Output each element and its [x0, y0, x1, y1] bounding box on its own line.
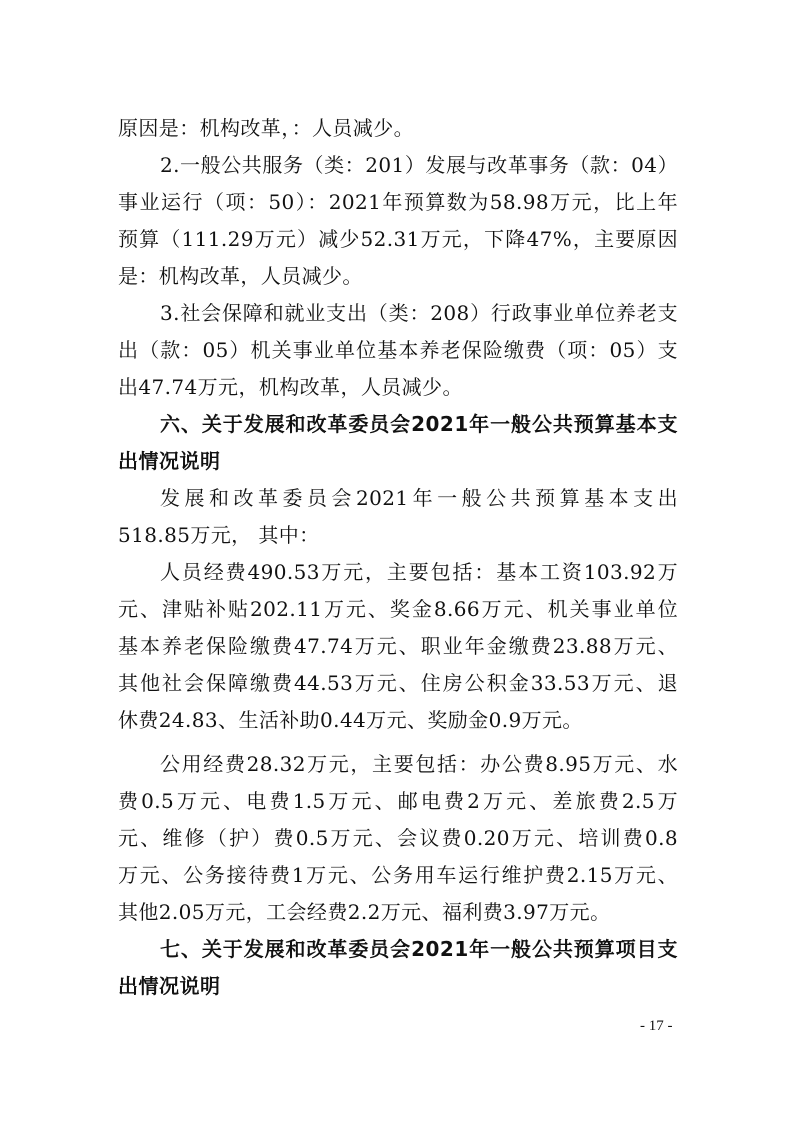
- paragraph-line: 休费24.83、生活补助0.44万元、奖励金0.9万元。: [118, 708, 583, 732]
- paragraph-line: 其他社会保障缴费44.53万元、住房公积金33.53万元、退: [118, 671, 678, 695]
- page-number: - 17 -: [640, 1018, 673, 1034]
- paragraph-line: 预算（111.29万元）减少52.31万元，下降47%，主要原因: [118, 227, 678, 251]
- paragraph-line: 2.一般公共服务（类：201）发展与改革事务（款：04）: [160, 153, 678, 177]
- section-heading: 出情况说明: [118, 974, 221, 998]
- section-heading: 出情况说明: [118, 449, 221, 473]
- paragraph-line: 518.85万元， 其中：: [118, 523, 320, 547]
- paragraph-line: 公用经费28.32万元，主要包括：办公费8.95万元、水: [160, 752, 678, 776]
- paragraph-line: 元、维修（护）费0.5万元、会议费0.20万元、培训费0.8: [118, 826, 678, 850]
- section-heading: 六、关于发展和改革委员会2021年一般公共预算基本支: [160, 412, 678, 436]
- paragraph-line: 事业运行（项：50）：2021年预算数为58.98万元，比上年: [118, 190, 678, 214]
- paragraph-line: 人员经费490.53万元，主要包括：基本工资103.92万: [160, 560, 678, 584]
- paragraph-line: 是：机构改革，人员减少。: [118, 264, 363, 288]
- paragraph-line: 出47.74万元，机构改革，人员减少。: [118, 375, 463, 399]
- paragraph-line: 万元、公务接待费1万元、公务用车运行维护费2.15万元、: [118, 863, 678, 887]
- paragraph-line: 3.社会保障和就业支出（类：208）行政事业单位养老支: [160, 301, 678, 325]
- paragraph-line: 元、津贴补贴202.11万元、奖金8.66万元、机关事业单位: [118, 597, 678, 621]
- paragraph-line: 费0.5万元、电费1.5万元、邮电费2万元、差旅费2.5万: [118, 789, 678, 813]
- paragraph-line: 原因是：机构改革，：人员减少。: [118, 116, 414, 140]
- section-heading: 七、关于发展和改革委员会2021年一般公共预算项目支: [160, 937, 678, 961]
- paragraph-line: 发展和改革委员会2021年一般公共预算基本支出: [160, 486, 678, 510]
- paragraph-line: 出（款：05）机关事业单位基本养老保险缴费（项：05）支: [118, 338, 678, 362]
- paragraph-line: 基本养老保险缴费47.74万元、职业年金缴费23.88万元、: [118, 634, 678, 658]
- paragraph-line: 其他2.05万元，工会经费2.2万元、福利费3.97万元。: [118, 900, 611, 924]
